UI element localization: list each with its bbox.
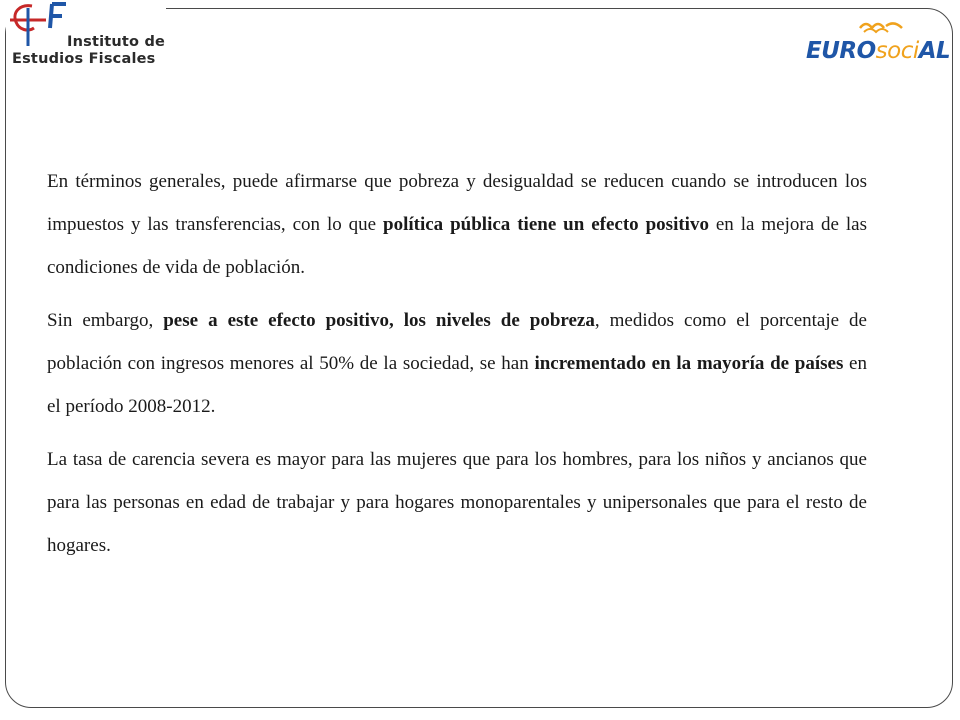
p2-bold-2: incrementado en la mayoría de países: [534, 353, 844, 374]
paragraph-3: [47, 438, 867, 567]
eurosocial-logo: [800, 14, 951, 70]
p3-text-1: La tasa de carencia severa es mayor para las mujeres que para los hombres, para los niños y ancianos que para las personas en edad de trabajar y para hogares monoparentales y unipersonales que para el resto de hogares.: [47, 449, 867, 556]
eurosocial-part3: AL: [918, 38, 951, 64]
p2-text-3: en el período 2008-2012.: [47, 353, 867, 417]
p2-text-2: , medidos como el porcentaje de población con ingresos menores al 50% de la sociedad, se han: [47, 310, 867, 374]
ief-logo: [6, 0, 166, 72]
slide-body: [47, 160, 867, 577]
eurosocial-part1: EURO: [806, 38, 876, 64]
p1-bold-1: política pública tiene un efecto positivo: [383, 214, 709, 235]
ief-logo-line2: Estudios Fiscales: [12, 51, 156, 67]
p2-text-1: Sin embargo,: [47, 310, 164, 331]
paragraph-2: [47, 299, 867, 428]
ief-logo-line1: Instituto de: [67, 34, 166, 50]
eurosocial-part2: soci: [875, 38, 919, 64]
paragraph-1: [47, 160, 867, 289]
p2-bold-1: pese a este efecto positivo, los niveles de pobreza: [163, 310, 595, 331]
p1-text-2: en la mejora de las condiciones de vida de población.: [47, 214, 867, 278]
p1-text-1: En términos generales, puede afirmarse que pobreza y desigualdad se reducen cuando se introducen los impuestos y las transferencias, con lo que: [47, 171, 867, 235]
